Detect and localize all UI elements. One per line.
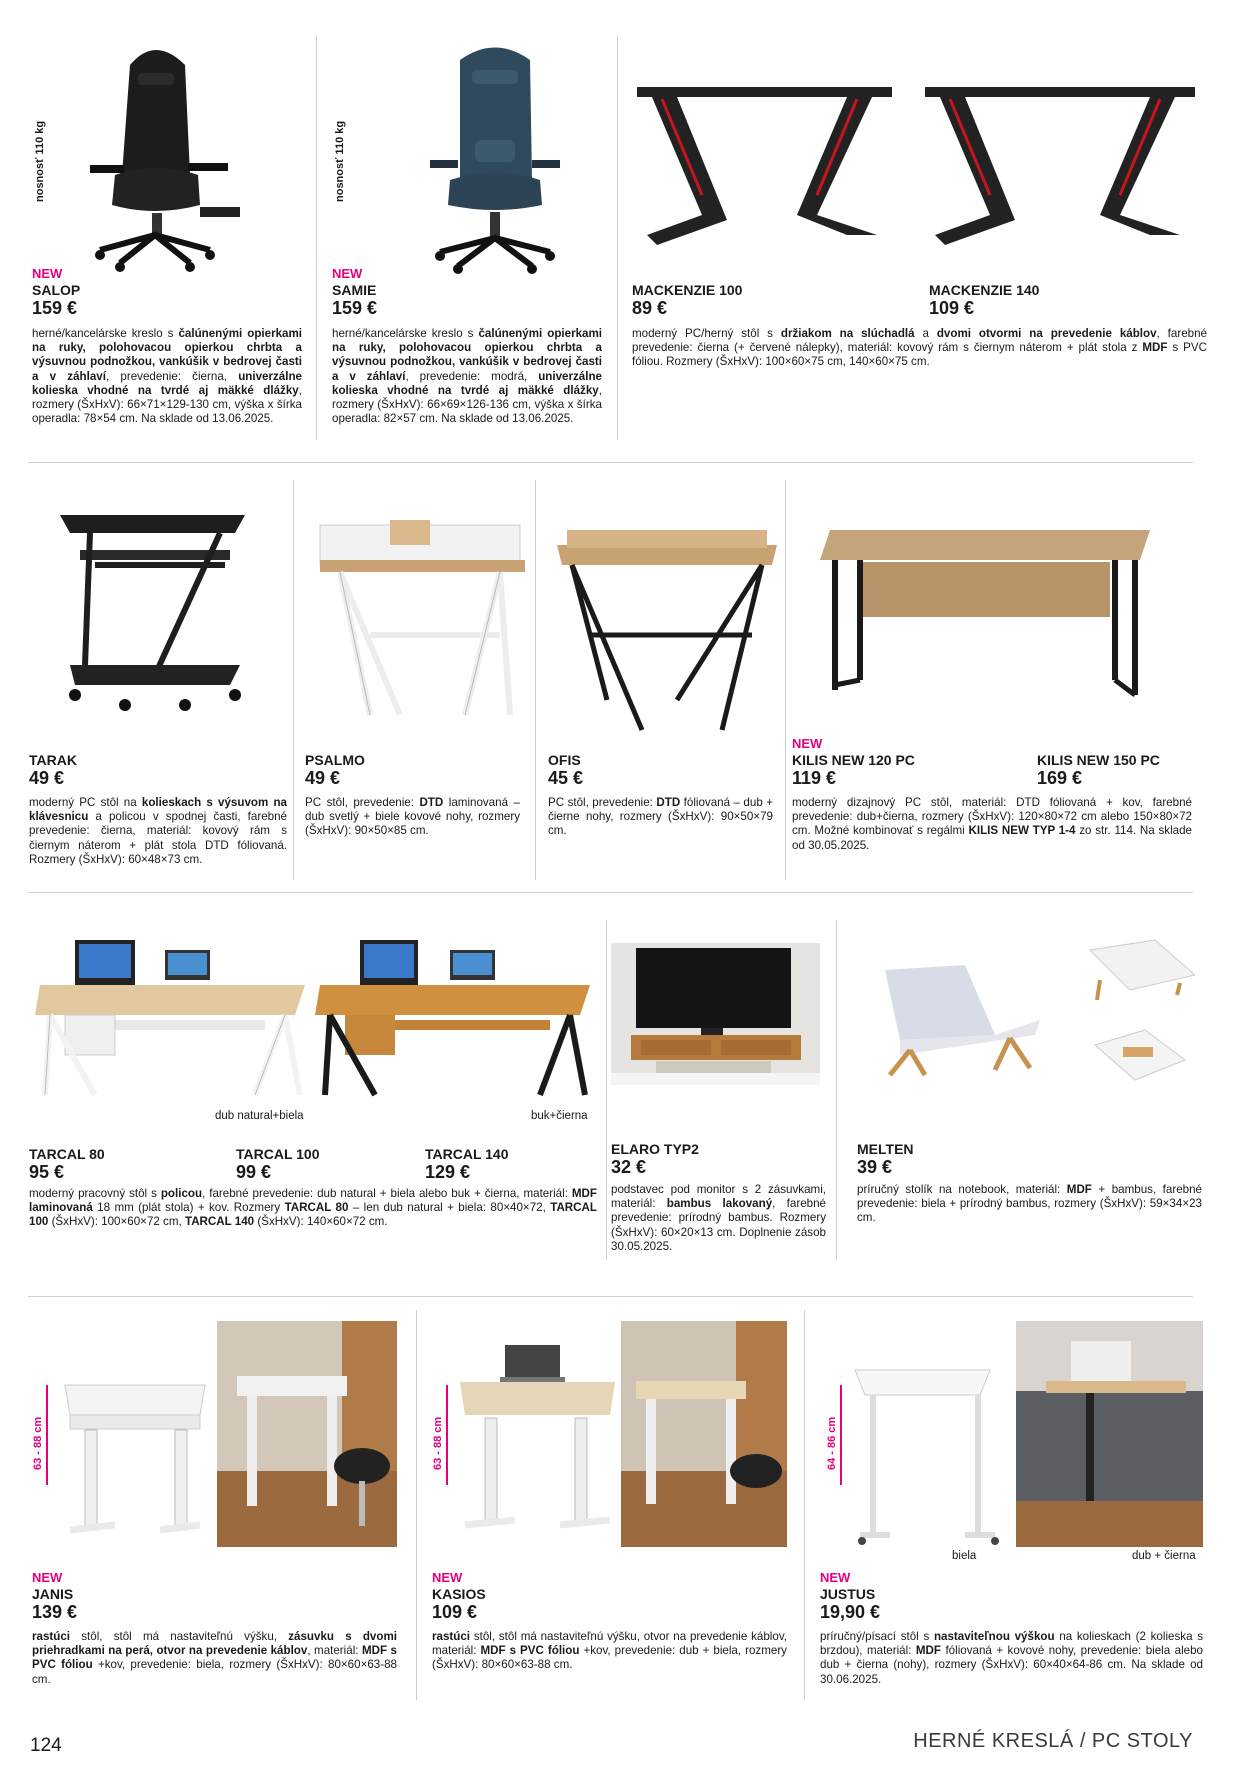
janis-height-arrow [46,1385,48,1485]
divider [293,480,294,880]
samie-new-badge: NEW [332,266,363,281]
kilis-150-price: 169 € [1037,768,1083,788]
mackenzie-140-price: 109 € [929,298,975,318]
janis-height-label: 63 - 88 cm [32,1416,44,1470]
janis-price: 139 € [32,1602,78,1622]
tarcal-140-price: 129 € [425,1162,471,1182]
row-divider [28,892,1193,893]
tarcal-100-name: TARCAL 100 [236,1146,320,1162]
kilis-120-price: 119 € [792,768,837,788]
samie-chair-image [420,40,570,275]
tarcal-80-name: TARCAL 80 [29,1146,105,1162]
page-number: 124 [30,1735,62,1756]
tarcal-color-caption-1: dub natural+biela [215,1110,304,1122]
melten-folded-image [1085,935,1195,1100]
section-title: HERNÉ KRESLÁ / PC STOLY [913,1730,1193,1752]
divider [316,35,317,440]
kasios-name: KASIOS [432,1586,486,1602]
ofis-price: 45 € [548,768,584,788]
tarcal-buk-cierna-image [315,935,595,1100]
samie-name: SAMIE [332,282,377,298]
divider [617,35,618,440]
divider [804,1310,805,1700]
salop-name: SALOP [32,282,81,298]
tarak-description: moderný PC stôl na kolieskach s výsuvom na klávesnicu a policou v spodnej časti, farebné prevedenie: čierna, materiál: kovový rám s čiernym náterom + plát stola DTD fóliovaná. Rozmery (ŠxHxV): 60×48×73 cm. [29,796,287,866]
justus-new-badge: NEW [820,1570,851,1585]
ofis-description: PC stôl, prevedenie: DTD fóliovaná – dub + čierne nohy, rozmery (ŠxHxV): 90×50×79 cm. [548,796,774,838]
mackenzie-140-image [920,75,1200,250]
tarak-desk-image [55,505,255,720]
ofis-name: OFIS [548,752,581,768]
samie-description: herné/kancelárske kreslo s čalúnenými opierkami na ruky, polohovacou opierkou chrbta a výsuvnou podnožkou, vankúšik v bedrovej časti a v záhlaví, prevedenie: modrá, univerzálne kolieska vhodné na tvrdé aj mäkké dlážky, rozmery (ŠxHxV): 66×69×126-136 cm, výška x šírka operadla: 82×57 cm. Na sklade od 13.06.2025. [332,327,603,426]
elaro-stand-image [611,943,820,1085]
psalmo-desk-image [315,515,525,720]
justus-price: 19,90 € [820,1602,881,1622]
mackenzie-140-name: MACKENZIE 140 [929,282,1040,298]
divider [606,920,607,1260]
justus-room-image [1016,1321,1203,1547]
mackenzie-100-price: 89 € [632,298,668,318]
tarcal-140-name: TARCAL 140 [425,1146,509,1162]
melten-description: príručný stolík na notebook, materiál: MDF + bambus, farebné prevedenie: biela + prírodný bambus, rozmery (ŠxHxV): 59×34×23 cm. [857,1183,1202,1225]
divider [836,920,837,1260]
elaro-description: podstavec pod monitor s 2 zásuvkami, materiál: bambus lakovaný, farebné prevedenie: prírodný bambus. Rozmery (ŠxHxV): 60×20×13 cm. Doplnenie zásob 30.05.2025. [611,1183,827,1253]
justus-white-image [850,1365,1000,1545]
justus-height-label: 64 - 86 cm [826,1416,838,1470]
kasios-price: 109 € [432,1602,478,1622]
kasios-room-image [621,1321,787,1547]
kasios-new-badge: NEW [432,1570,463,1585]
melten-price: 39 € [857,1157,893,1177]
salop-price: 159 € [32,298,78,318]
kilis-description: moderný dizajnový PC stôl, materiál: DTD fóliovaná + kov, farebné prevedenie: dub+čierna, rozmery (ŠxHxV): 120×80×72 cm alebo 150×80×72 cm. Možné kombinovať s regálmi KILIS NEW TYP 1-4 zo str. 114. Na sklade od 30.05.2025. [792,796,1192,852]
psalmo-price: 49 € [305,768,341,788]
tarak-name: TARAK [29,752,77,768]
salop-new-badge: NEW [32,266,63,281]
janis-desk-image [60,1380,210,1540]
salop-capacity-note: nosnosť 110 kg [34,120,46,202]
samie-price: 159 € [332,298,378,318]
row-divider [28,462,1193,463]
justus-color-caption-1: biela [952,1550,977,1562]
psalmo-description: PC stôl, prevedenie: DTD laminovaná – dub svetlý + biele kovové nohy, rozmery (ŠxHxV): 90×50×85 cm. [305,796,520,838]
tarcal-color-caption-2: buk+čierna [531,1110,588,1122]
kasios-desk-image [455,1340,620,1535]
salop-chair-image [60,35,250,280]
elaro-price: 32 € [611,1157,647,1177]
tarcal-100-price: 99 € [236,1162,272,1182]
kilis-new-badge: NEW [792,736,823,751]
psalmo-name: PSALMO [305,752,365,768]
row-divider [28,1296,1193,1297]
salop-description: herné/kancelárske kreslo s čalúnenými opierkami na ruky, polohovacou opierkou chrbta a výsuvnou podnožkou, vankúšik v bedrovej časti a v záhlaví, prevedenie: čierna, univerzálne kolieska vhodné na tvrdé aj mäkké dlážky, rozmery (ŠxHxV): 66×71×129-130 cm, výška x šírka operadla: 78×54 cm. Na sklade od 13.06.2025. [32,327,303,426]
melten-table-image [870,960,1045,1080]
kilis-desk-image [820,510,1160,705]
justus-color-caption-2: dub + čierna [1132,1550,1196,1562]
justus-description: príručný/písací stôl s nastaviteľnou výškou na kolieskach (2 kolieska s brzdou), materiál: MDF fóliovaná + kovové nohy, prevedenie: biela alebo dub + čierna (nohy), rozmery (ŠxHxV): 60×40×64-86 cm. Na sklade od 30.06.2025. [820,1630,1204,1686]
justus-height-arrow [840,1385,842,1485]
mackenzie-100-name: MACKENZIE 100 [632,282,743,298]
kasios-height-label: 63 - 88 cm [432,1416,444,1470]
mackenzie-100-image [632,75,902,250]
tarcal-dub-biela-image [35,935,310,1100]
justus-name: JUSTUS [820,1586,876,1602]
janis-name: JANIS [32,1586,74,1602]
samie-capacity-note: nosnosť 110 kg [334,120,346,202]
tarcal-description: moderný pracovný stôl s policou, farebné prevedenie: dub natural + biela alebo buk + čierna, materiál: MDF laminovaná 18 mm (plát stola) + kov. Rozmery TARCAL 80 – len dub natural + biela: 80×40×72, TARCAL 100 (ŠxHxV): 100×60×72 cm, TARCAL 140 (ŠxHxV): 140×60×72 cm. [29,1187,598,1229]
tarak-price: 49 € [29,768,65,788]
kilis-150-name: KILIS NEW 150 PC [1037,752,1160,768]
tarcal-80-price: 95 € [29,1162,65,1182]
ofis-desk-image [552,520,782,735]
divider [416,1310,417,1700]
janis-new-badge: NEW [32,1570,63,1585]
janis-description: rastúci stôl, stôl má nastaviteľnú výšku, zásuvku s dvomi priehradkami na perá, otvor na prevedenie káblov, materiál: MDF s PVC fóliou +kov, prevedenie: biela, rozmery (ŠxHxV): 80×60×63-88 cm. [32,1630,398,1686]
divider [785,480,786,880]
melten-name: MELTEN [857,1141,914,1157]
mackenzie-description: moderný PC/herný stôl s držiakom na slúchadlá a dvomi otvormi na prevedenie káblov, farebné prevedenie: čierna (+ červené nálepky), materiál: kovový rám s čiernym náterom + plát stola z MDF s PVC fóliou. Rozmery (ŠxHxV): 100×60×75 cm, 140×60×75 cm. [632,327,1207,369]
elaro-name: ELARO TYP2 [611,1141,699,1157]
janis-room-image [217,1321,397,1547]
kasios-description: rastúci stôl, stôl má nastaviteľnú výšku, otvor na prevedenie káblov, materiál: MDF s PVC fóliou +kov, prevedenie: dub + biela, rozmery (ŠxHxV): 80×60×63-88 cm. [432,1630,787,1672]
kilis-120-name: KILIS NEW 120 PC [792,752,915,768]
kasios-height-arrow [446,1385,448,1485]
divider [535,480,536,880]
